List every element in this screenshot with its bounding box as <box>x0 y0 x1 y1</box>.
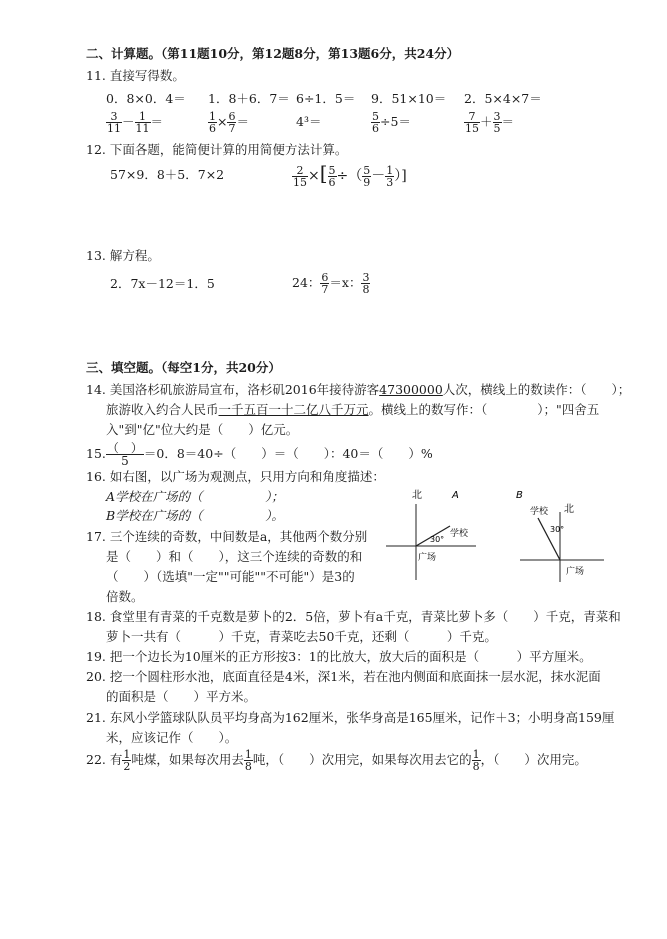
q19-line: 19. 把一个边长为10厘米的正方形按3：1的比放大，放大后的面积是（ ）平方厘米。 <box>86 649 592 664</box>
diagram-b-school-label: 学校 <box>530 507 549 517</box>
q14-line-2: 旅游收入约合人民币一千五百一十二亿八千万元。横线上的数写作：（ ）；"四舍五 <box>106 402 600 417</box>
q17-line-3: （ ）（选填"一定""可能""不可能"）是3的 <box>106 569 355 584</box>
q20-line-2: 的面积是（ ）平方米。 <box>106 689 257 704</box>
q16-line-3: B学校在广场的（ ）。 <box>106 508 284 523</box>
diagram-b-label: B <box>516 490 523 501</box>
q15-line: 15. （ ） 5 ＝0．8＝40÷（ ）＝（ ）：40＝（ ）% <box>86 441 433 468</box>
q17-line-2: 是（ ）和（ ），这三个连续的奇数的和 <box>106 549 363 564</box>
q11-item-10: $\frac{7}{15}$ ＋ $\frac{3}{5}$ ＝ <box>465 110 515 135</box>
q11-label: 11. 直接写得数。 <box>86 68 185 83</box>
diagram-b-angle: 30° <box>550 525 565 534</box>
q16-line-1: 16. 如右图，以广场为观测点，只用方向和角度描述： <box>86 469 385 484</box>
q12-expr-2: $\frac{2}{15}$ ×[ $\frac{5}{6}$ ÷（ $\frac{5}{9}$ － $\frac{1}{3}$ ）] <box>293 161 407 189</box>
q16-line-2: A学校在广场的（ ）； <box>106 489 284 504</box>
q11-item-7: $\frac{1}{6}$ × $\frac{6}{7}$ ＝ <box>209 110 249 135</box>
q11-item-5: 2．5×4×7＝ <box>464 91 542 106</box>
q21-line-1: 21. 东风小学篮球队队员平均身高为162厘米，张华身高是165厘米，记作＋3；小明身高159厘 <box>86 710 615 725</box>
diagram-a-angle: 30° <box>430 535 445 544</box>
q11-item-3: 6÷1．5＝ <box>296 91 356 106</box>
q11-item-1: 0．8×0．4＝ <box>106 91 186 106</box>
diagram-b-north-label: 北 <box>564 504 574 515</box>
diagram-b-plaza-label: 广场 <box>566 567 585 577</box>
q14-line-3: 入"到"亿"位大约是（ ）亿元。 <box>106 422 299 437</box>
q13-eq-1: 2．7x－12＝1．5 <box>110 276 215 291</box>
q20-line-1: 20. 挖一个圆柱形水池，底面直径是4米，深1米，若在池内侧面和底面抹一层水泥，抹水泥面 <box>86 669 601 684</box>
diagram-a-north-label: 北 <box>412 490 422 501</box>
diagram-a-label: A <box>452 490 459 501</box>
q13-label: 13. 解方程。 <box>86 248 160 263</box>
q21-line-2: 米，应该记作（ ）。 <box>106 730 238 745</box>
q17-line-4: 倍数。 <box>106 589 144 604</box>
q11-item-9: $\frac{5}{6}$ ÷5＝ <box>372 110 411 135</box>
q11-item-2: 1．8＋6．7＝ <box>208 91 290 106</box>
q11-item-8: 4³＝ <box>296 114 322 129</box>
diagram-a-plaza-label: 广场 <box>418 553 437 563</box>
q18-line-1: 18. 食堂里有青菜的千克数是萝卜的2．5倍，萝卜有a千克，青菜比萝卜多（ ）千克，青菜和 <box>86 609 621 624</box>
q12-expr-1: 57×9．8＋5．7×2 <box>110 167 225 182</box>
section2-title: 二、计算题。（第11题10分，第12题8分，第13题6分，共24分） <box>86 46 460 61</box>
section3-title: 三、填空题。（每空1分，共20分） <box>86 360 281 375</box>
direction-diagram <box>380 484 620 594</box>
q18-line-2: 萝卜一共有（ ）千克，青菜吃去50千克，还剩（ ）千克。 <box>106 629 497 644</box>
q11-item-6: $\frac{3}{11}$ － $\frac{1}{11}$ ＝ <box>107 110 164 135</box>
q17-line-1: 17. 三个连续的奇数，中间数是a，其他两个数分别 <box>86 529 368 544</box>
q11-item-4: 9．51×10＝ <box>371 91 447 106</box>
diagram-a-school-label: 学校 <box>450 529 469 539</box>
q13-eq-2: 24： $\frac{6}{7}$ ＝x： $\frac{3}{8}$ <box>292 271 370 296</box>
q14-line-1: 14. 美国洛杉矶旅游局宣布，洛杉矶2016年接待游客47300000人次，横线上的数读作：（ ）； <box>86 382 631 397</box>
q12-label: 12. 下面各题，能简便计算的用简便方法计算。 <box>86 142 348 157</box>
q22-line: 22. 有 $\frac{1}{2}$ 吨煤，如果每次用去 $\frac{1}{8}$ 吨，（ ）次用完，如果每次用去它的 $\frac{1}{8}$ ，（ ）次用完。 <box>86 748 587 773</box>
